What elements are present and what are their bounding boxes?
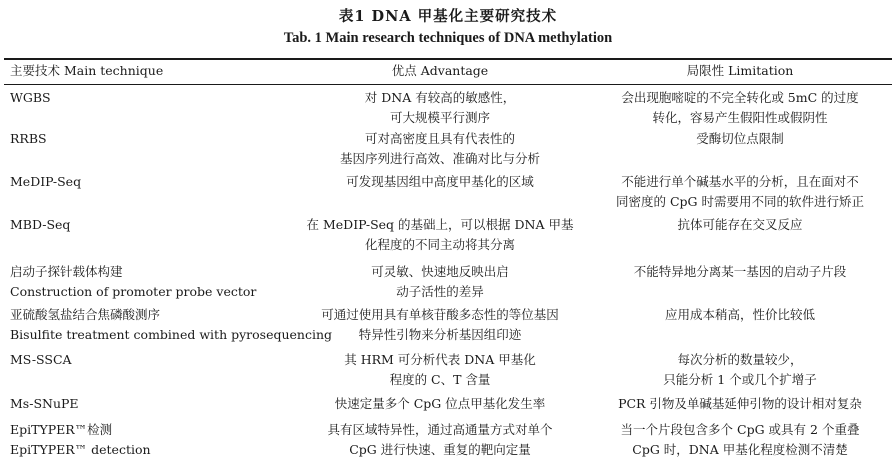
- advantage-cell-line: 程度的 C、T 含量: [389, 372, 491, 387]
- technique-cell-line: EpiTYPER™检测: [10, 422, 113, 437]
- advantage-cell-line: 在 MeDIP-Seq 的基础上，可以根据 DNA 甲基: [306, 217, 574, 232]
- advantage-cell: [300, 350, 580, 390]
- header-rule: [4, 84, 892, 85]
- limitation-cell-line: 应用成本稍高，性价比较低: [664, 307, 815, 322]
- technique-cell-line: EpiTYPER™ detection: [10, 442, 151, 457]
- advantage-cell-line: CpG 进行快速、重复的靶向定量: [349, 442, 531, 457]
- limitation-cell-line: 会出现胞嘧啶的不完全转化或 5mC 的过度: [621, 90, 859, 105]
- technique-cell: [10, 350, 300, 370]
- advantage-cell-line: 其 HRM 可分析代表 DNA 甲基化: [344, 352, 536, 367]
- technique-cell-line: Bisulfite treatment combined with pyrosequencing: [10, 327, 333, 342]
- technique-cell-line: MBD-Seq: [10, 217, 71, 232]
- advantage-cell-line: 可大规模平行测序: [389, 110, 490, 125]
- limitation-cell: [590, 215, 890, 235]
- limitation-cell-line: 同密度的 CpG 时需要用不同的软件进行矫正: [616, 194, 864, 209]
- advantage-cell-line: 快速定量多个 CpG 位点甲基化发生率: [334, 396, 546, 411]
- advantage-cell-line: 可灵敏、快速地反映出启: [371, 264, 509, 279]
- advantage-cell-line: 动子活性的差异: [396, 284, 484, 299]
- limitation-cell-line: CpG 时，DNA 甲基化程度检测不清楚: [632, 442, 848, 457]
- advantage-cell-line: 可对高密度且具有代表性的: [364, 131, 515, 146]
- header-advantage: 优点 Advantage: [391, 63, 489, 78]
- technique-cell: [10, 394, 300, 414]
- limitation-cell: [590, 350, 890, 390]
- advantage-cell-line: 可发现基因组中高度甲基化的区域: [346, 174, 534, 189]
- technique-cell-line: MS-SSCA: [10, 352, 72, 367]
- limitation-cell: [590, 305, 890, 325]
- limitation-cell: [590, 88, 890, 128]
- technique-cell-line: 启动子探针载体构建: [10, 264, 123, 279]
- technique-cell-line: MeDIP-Seq: [10, 174, 82, 189]
- limitation-cell-line: PCR 引物及单碱基延伸引物的设计相对复杂: [618, 396, 862, 411]
- technique-cell-line: RRBS: [10, 131, 47, 146]
- technique-cell: [10, 262, 300, 302]
- technique-cell-line: 亚硫酸氢盐结合焦磷酸测序: [10, 307, 161, 322]
- technique-cell: [10, 305, 333, 345]
- limitation-cell-line: 不能特异地分离某一基因的启动子片段: [633, 264, 847, 279]
- advantage-cell: [300, 215, 580, 255]
- limitation-cell-line: 转化，容易产生假阳性或假阴性: [652, 110, 828, 125]
- top-rule: [4, 58, 892, 60]
- limitation-cell-line: 只能分析 1 个或几个扩增子: [663, 372, 817, 387]
- advantage-cell-line: 化程度的不同主动将其分离: [364, 237, 515, 252]
- limitation-cell-line: 每次分析的数量较少，: [677, 352, 803, 367]
- advantage-cell-line: 基因序列进行高效、准确对比与分析: [339, 151, 540, 166]
- limitation-cell: [590, 172, 890, 212]
- limitation-cell: [590, 129, 890, 149]
- technique-cell-line: Ms-SNuPE: [10, 396, 79, 411]
- advantage-cell: [300, 129, 580, 169]
- technique-cell: [10, 129, 300, 149]
- advantage-cell-line: 可通过使用具有单核苷酸多态性的等位基因: [321, 307, 559, 322]
- limitation-cell: [590, 394, 890, 414]
- advantage-cell: [300, 88, 580, 128]
- advantage-cell: [300, 420, 580, 460]
- advantage-cell-line: 特异性引物来分析基因组印迹: [358, 327, 522, 342]
- advantage-cell: [300, 172, 580, 192]
- advantage-cell-line: 具有区域特异性，通过高通量方式对单个: [327, 422, 553, 437]
- header-limitation: 局限性 Limitation: [686, 63, 794, 78]
- limitation-cell-line: 当一个片段包含多个 CpG 或具有 2 个重叠: [620, 422, 860, 437]
- limitation-cell-line: 不能进行单个碱基水平的分析，且在面对不: [621, 174, 859, 189]
- advantage-cell-line: 对 DNA 有较高的敏感性，: [364, 90, 516, 105]
- technique-cell: [10, 172, 300, 192]
- limitation-cell-line: 受酶切位点限制: [696, 131, 784, 146]
- technique-cell-line: WGBS: [10, 90, 51, 105]
- advantage-cell: [300, 262, 580, 302]
- technique-cell-line: Construction of promoter probe vector: [10, 284, 257, 299]
- technique-cell: [10, 420, 300, 460]
- header-technique: 主要技术 Main technique: [10, 63, 164, 78]
- limitation-cell: [590, 262, 890, 282]
- limitation-cell-line: 抗体可能存在交叉反应: [677, 217, 803, 232]
- table-title-english: Tab. 1 Main research techniques of DNA methylation: [283, 30, 613, 46]
- table-title-chinese: 表1 DNA 甲基化主要研究技术: [338, 8, 558, 25]
- advantage-cell: [300, 394, 580, 414]
- limitation-cell: [590, 420, 890, 460]
- technique-cell: [10, 88, 300, 108]
- technique-cell: [10, 215, 300, 235]
- advantage-cell: [300, 305, 580, 345]
